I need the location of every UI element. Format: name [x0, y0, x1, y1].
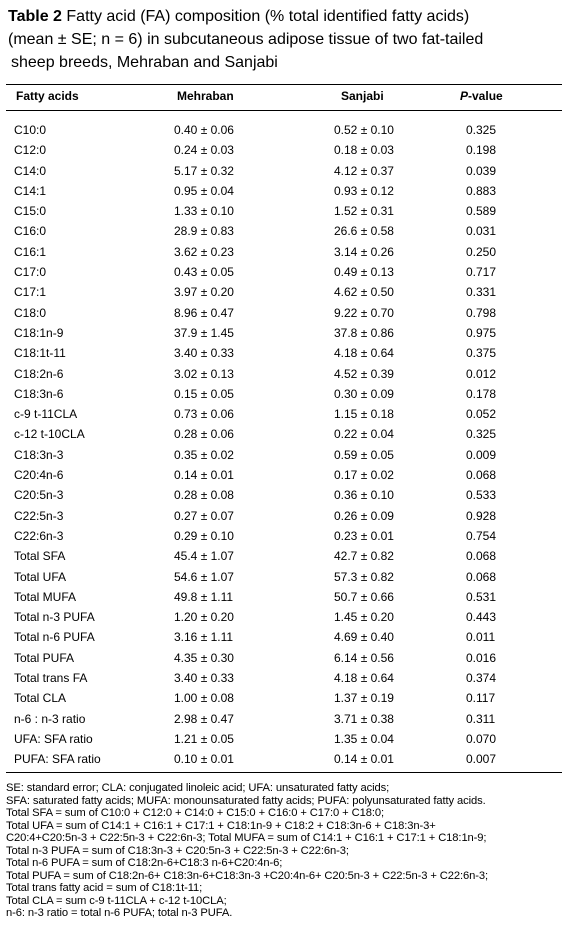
cell-mehraban: 5.17 ± 0.32 — [174, 163, 234, 178]
footnote-line: Total PUFA = sum of C18:2n-6+ C18:3n-6+C18:3n-3 +C20:4n-6+ C20:5n-3 + C22:5n-3 + C22:6n-3; — [6, 869, 488, 882]
cell-mehraban: 3.16 ± 1.11 — [174, 630, 234, 645]
cell-pvalue: 0.250 — [466, 244, 497, 259]
caption-line-1 — [8, 5, 573, 28]
cell-pvalue: 0.068 — [466, 569, 497, 584]
header-pvalue-p: P — [460, 89, 469, 103]
cell-sanjabi: 4.52 ± 0.39 — [334, 366, 394, 381]
cell-sanjabi: 50.7 ± 0.66 — [334, 589, 394, 604]
table-row — [0, 384, 580, 404]
cell-sanjabi: 0.93 ± 0.12 — [334, 183, 394, 198]
table-row — [0, 688, 580, 708]
cell-mehraban: 37.9 ± 1.45 — [174, 325, 234, 340]
cell-fatty-acid: C18:0 — [14, 305, 47, 320]
cell-pvalue: 0.070 — [466, 731, 497, 746]
table-row — [0, 242, 580, 262]
table-row — [0, 546, 580, 566]
cell-fatty-acid: n-6 : n-3 ratio — [14, 711, 86, 726]
table-row — [0, 364, 580, 384]
cell-mehraban: 0.10 ± 0.01 — [174, 752, 234, 767]
cell-mehraban: 0.28 ± 0.08 — [174, 488, 234, 503]
cell-sanjabi: 0.30 ± 0.09 — [334, 386, 394, 401]
table-caption — [8, 5, 573, 74]
footnote-line: Total n-6 PUFA = sum of C18:2n-6+C18:3 n-6+C20:4n-6; — [6, 857, 283, 869]
cell-fatty-acid: C18:1t-11 — [14, 346, 66, 361]
table-row — [0, 262, 580, 282]
cell-mehraban: 0.29 ± 0.10 — [174, 528, 234, 543]
cell-mehraban: 0.40 ± 0.06 — [174, 123, 234, 137]
cell-sanjabi: 1.37 ± 0.19 — [334, 691, 394, 706]
table-row — [0, 201, 580, 221]
table-row — [0, 506, 580, 526]
table-row — [0, 161, 580, 181]
table-row — [0, 424, 580, 444]
footnote-line: SE: standard error; CLA: conjugated linoleic acid; UFA: unsaturated fatty acids; — [6, 782, 390, 794]
cell-pvalue: 0.533 — [466, 488, 497, 503]
footnote-line: Total SFA = sum of C10:0 + C12:0 + C14:0 + C15:0 + C16:0 + C17:0 + C18:0; — [6, 807, 384, 819]
cell-sanjabi: 1.15 ± 0.18 — [334, 407, 394, 422]
cell-mehraban: 1.00 ± 0.08 — [174, 691, 234, 706]
cell-sanjabi: 26.6 ± 0.58 — [334, 224, 394, 239]
cell-fatty-acid: c-9 t-11CLA — [14, 407, 78, 422]
cell-sanjabi: 0.17 ± 0.02 — [334, 468, 394, 483]
cell-pvalue: 0.016 — [466, 650, 497, 665]
cell-pvalue: 0.068 — [466, 549, 497, 564]
table-row — [0, 668, 580, 688]
cell-pvalue: 0.331 — [466, 285, 497, 300]
caption-text-1: Fatty acid (FA) composition (% total identified fatty acids) — [61, 8, 470, 25]
cell-mehraban: 0.28 ± 0.06 — [174, 427, 234, 442]
cell-fatty-acid: C10:0 — [14, 123, 47, 137]
cell-pvalue: 0.325 — [466, 427, 497, 442]
cell-sanjabi: 1.52 ± 0.31 — [334, 204, 394, 219]
cell-mehraban: 1.33 ± 0.10 — [174, 204, 234, 219]
cell-fatty-acid: Total CLA — [14, 691, 67, 706]
table-row — [0, 181, 580, 201]
cell-mehraban: 1.20 ± 0.20 — [174, 610, 234, 625]
table-row — [0, 648, 580, 668]
cell-pvalue: 0.311 — [466, 711, 496, 726]
table-footnotes — [6, 782, 578, 920]
table-row — [0, 445, 580, 465]
cell-pvalue: 0.589 — [466, 204, 497, 219]
cell-sanjabi: 4.69 ± 0.40 — [334, 630, 394, 645]
cell-mehraban: 45.4 ± 1.07 — [174, 549, 234, 564]
header-sanjabi: Sanjabi — [341, 89, 384, 103]
cell-fatty-acid: Total SFA — [14, 549, 66, 564]
cell-mehraban: 1.21 ± 0.05 — [174, 731, 234, 746]
cell-fatty-acid: Total UFA — [14, 569, 67, 584]
cell-pvalue: 0.531 — [466, 589, 497, 604]
cell-sanjabi: 0.14 ± 0.01 — [334, 752, 394, 767]
cell-sanjabi: 3.14 ± 0.26 — [334, 244, 394, 259]
caption-line-3: sheep breeds, Mehraban and Sanjabi — [11, 54, 278, 71]
cell-sanjabi: 0.22 ± 0.04 — [334, 427, 394, 442]
cell-sanjabi: 0.52 ± 0.10 — [334, 123, 394, 137]
cell-mehraban: 0.27 ± 0.07 — [174, 508, 234, 523]
cell-mehraban: 8.96 ± 0.47 — [174, 305, 234, 320]
table-row — [0, 587, 580, 607]
table-label: Table 2 — [8, 8, 62, 25]
cell-pvalue: 0.031 — [466, 224, 497, 239]
cell-fatty-acid: C15:0 — [14, 204, 47, 219]
cell-pvalue: 0.052 — [466, 407, 497, 422]
cell-sanjabi: 42.7 ± 0.82 — [334, 549, 394, 564]
cell-sanjabi: 4.62 ± 0.50 — [334, 285, 394, 300]
cell-mehraban: 0.24 ± 0.03 — [174, 143, 234, 158]
header-fatty-acids: Fatty acids — [16, 89, 79, 103]
cell-fatty-acid: C14:1 — [14, 183, 47, 198]
cell-mehraban: 49.8 ± 1.11 — [174, 589, 234, 604]
cell-pvalue: 0.928 — [466, 508, 497, 523]
header-pvalue — [460, 89, 503, 103]
cell-mehraban: 3.40 ± 0.33 — [174, 671, 234, 686]
cell-fatty-acid: C22:5n-3 — [14, 508, 64, 523]
cell-fatty-acid: Total trans FA — [14, 671, 88, 686]
cell-fatty-acid: Total MUFA — [14, 589, 77, 604]
table-row — [0, 729, 580, 749]
table-row — [0, 120, 580, 140]
cell-fatty-acid: C20:5n-3 — [14, 488, 64, 503]
cell-fatty-acid: C17:0 — [14, 265, 47, 280]
cell-fatty-acid: Total n-3 PUFA — [14, 610, 95, 625]
cell-pvalue: 0.975 — [466, 325, 497, 340]
cell-sanjabi: 4.12 ± 0.37 — [334, 163, 394, 178]
caption-line-2: (mean ± SE; n = 6) in subcutaneous adipose tissue of two fat-tailed — [8, 31, 484, 48]
cell-pvalue: 0.007 — [466, 752, 497, 767]
cell-mehraban: 4.35 ± 0.30 — [174, 650, 234, 665]
cell-mehraban: 0.73 ± 0.06 — [174, 407, 234, 422]
cell-fatty-acid: c-12 t-10CLA — [14, 427, 85, 442]
top-rule — [6, 84, 562, 85]
cell-mehraban: 2.98 ± 0.47 — [174, 711, 234, 726]
bottom-rule — [6, 772, 562, 773]
footnote-line: Total CLA = sum c-9 t-11CLA + c-12 t-10CLA; — [6, 894, 227, 907]
cell-sanjabi: 57.3 ± 0.82 — [334, 569, 394, 584]
table-row — [0, 567, 580, 587]
cell-pvalue: 0.374 — [466, 671, 497, 686]
table-row — [0, 221, 580, 241]
cell-fatty-acid: C18:1n-9 — [14, 325, 64, 340]
cell-pvalue: 0.012 — [466, 366, 497, 381]
cell-fatty-acid: C16:1 — [14, 244, 47, 259]
cell-pvalue: 0.325 — [466, 123, 497, 137]
cell-fatty-acid: Total PUFA — [14, 650, 75, 665]
cell-pvalue: 0.754 — [466, 528, 497, 543]
cell-fatty-acid: C22:6n-3 — [14, 528, 64, 543]
cell-mehraban: 0.95 ± 0.04 — [174, 183, 234, 198]
table-row — [0, 465, 580, 485]
cell-fatty-acid: Total n-6 PUFA — [14, 630, 95, 645]
cell-pvalue: 0.717 — [466, 265, 497, 280]
cell-pvalue: 0.011 — [466, 630, 496, 645]
cell-mehraban: 0.15 ± 0.05 — [174, 386, 234, 401]
cell-sanjabi: 1.45 ± 0.20 — [334, 610, 394, 625]
cell-pvalue: 0.117 — [466, 691, 496, 706]
footnote-line: Total n-3 PUFA = sum of C18:3n-3 + C20:5n-3 + C22:5n-3 + C22:6n-3; — [6, 844, 349, 857]
cell-sanjabi: 9.22 ± 0.70 — [334, 305, 394, 320]
cell-pvalue: 0.039 — [466, 163, 497, 178]
cell-pvalue: 0.798 — [466, 305, 497, 320]
cell-sanjabi: 4.18 ± 0.64 — [334, 671, 394, 686]
header-mehraban: Mehraban — [177, 89, 234, 103]
cell-fatty-acid: UFA: SFA ratio — [14, 731, 93, 746]
table-row — [0, 282, 580, 302]
cell-sanjabi: 1.35 ± 0.04 — [334, 731, 394, 746]
cell-fatty-acid: C17:1 — [14, 285, 47, 300]
cell-mehraban: 0.14 ± 0.01 — [174, 468, 234, 483]
cell-sanjabi: 4.18 ± 0.64 — [334, 346, 394, 361]
cell-fatty-acid: PUFA: SFA ratio — [14, 752, 101, 767]
table-row — [0, 323, 580, 343]
footnote-line: Total trans fatty acid = sum of C18:1t-11; — [6, 882, 203, 894]
cell-mehraban: 0.35 ± 0.02 — [174, 447, 234, 462]
cell-fatty-acid: C18:3n-6 — [14, 386, 64, 401]
table-row — [0, 526, 580, 546]
cell-sanjabi: 0.23 ± 0.01 — [334, 528, 394, 543]
cell-pvalue: 0.198 — [466, 143, 497, 158]
cell-mehraban: 3.40 ± 0.33 — [174, 346, 234, 361]
cell-mehraban: 28.9 ± 0.83 — [174, 224, 234, 239]
cell-sanjabi: 0.18 ± 0.03 — [334, 143, 394, 158]
table-row — [0, 485, 580, 505]
header-rule — [6, 110, 562, 111]
cell-fatty-acid: C20:4n-6 — [14, 468, 64, 483]
cell-mehraban: 3.97 ± 0.20 — [174, 285, 234, 300]
cell-fatty-acid: C18:3n-3 — [14, 447, 64, 462]
table-row — [0, 749, 580, 769]
cell-sanjabi: 0.36 ± 0.10 — [334, 488, 394, 503]
table-row — [0, 303, 580, 323]
cell-pvalue: 0.883 — [466, 183, 497, 198]
table-row — [0, 627, 580, 647]
cell-pvalue: 0.443 — [466, 610, 497, 625]
table-body — [0, 120, 580, 770]
cell-mehraban: 54.6 ± 1.07 — [174, 569, 234, 584]
header-pvalue-suffix: -value — [468, 89, 503, 103]
cell-sanjabi: 0.59 ± 0.05 — [334, 447, 394, 462]
cell-sanjabi: 37.8 ± 0.86 — [334, 325, 394, 340]
table-row — [0, 140, 580, 160]
table-row — [0, 709, 580, 729]
cell-sanjabi: 0.49 ± 0.13 — [334, 265, 394, 280]
table-header — [0, 89, 580, 109]
cell-sanjabi: 0.26 ± 0.09 — [334, 508, 394, 523]
cell-fatty-acid: C16:0 — [14, 224, 47, 239]
cell-sanjabi: 3.71 ± 0.38 — [334, 711, 394, 726]
cell-pvalue: 0.375 — [466, 346, 497, 361]
cell-sanjabi: 6.14 ± 0.56 — [334, 650, 394, 665]
cell-pvalue: 0.009 — [466, 447, 497, 462]
footnote-line: SFA: saturated fatty acids; MUFA: monounsaturated fatty acids; PUFA: polyunsaturated fatty acids. — [6, 794, 486, 807]
cell-pvalue: 0.068 — [466, 468, 497, 483]
cell-mehraban: 0.43 ± 0.05 — [174, 265, 234, 280]
table-row — [0, 343, 580, 363]
cell-fatty-acid: C14:0 — [14, 163, 47, 178]
cell-fatty-acid: C18:2n-6 — [14, 366, 64, 381]
footnote-line: n-6: n-3 ratio = total n-6 PUFA; total n-3 PUFA. — [6, 907, 233, 919]
footnote-line: C20:4+C20:5n-3 + C22:5n-3 + C22:6n-3; Total MUFA = sum of C14:1 + C16:1 + C17:1 + C18:1n-9; — [6, 832, 487, 844]
footnote-line: Total UFA = sum of C14:1 + C16:1 + C17:1 + C18:1n-9 + C18:2 + C18:3n-6 + C18:3n-3+ — [6, 819, 436, 832]
cell-fatty-acid: C12:0 — [14, 143, 47, 158]
table-row — [0, 607, 580, 627]
cell-mehraban: 3.02 ± 0.13 — [174, 366, 234, 381]
cell-mehraban: 3.62 ± 0.23 — [174, 244, 234, 259]
cell-pvalue: 0.178 — [466, 386, 497, 401]
table-row — [0, 404, 580, 424]
